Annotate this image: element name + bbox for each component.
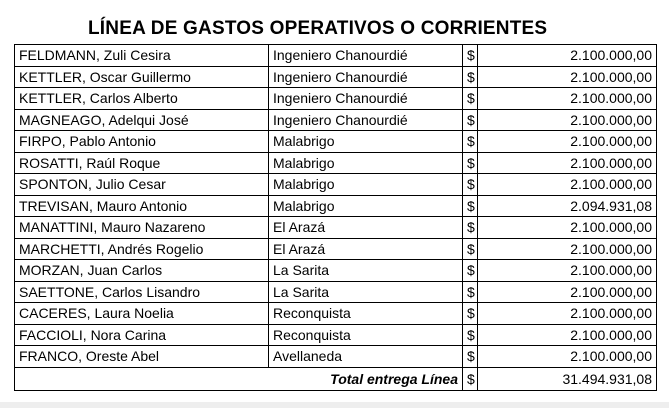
location-cell: Malabrigo: [269, 174, 463, 196]
amount-cell: 2.094.931,08: [478, 195, 657, 217]
currency-cell: $: [463, 324, 478, 346]
name-cell: MANATTINI, Mauro Nazareno: [15, 217, 269, 239]
amount-cell: 2.100.000,00: [478, 131, 657, 153]
amount-cell: 2.100.000,00: [478, 88, 657, 110]
name-cell: CACERES, Laura Noelia: [15, 303, 269, 325]
currency-cell: $: [463, 109, 478, 131]
amount-cell: 2.100.000,00: [478, 66, 657, 88]
name-cell: MAGNEAGO, Adelqui José: [15, 109, 269, 131]
table-row: [15, 260, 657, 282]
table-row: [15, 109, 657, 131]
location-cell: Ingeniero Chanourdié: [269, 88, 463, 110]
name-cell: SPONTON, Julio Cesar: [15, 174, 269, 196]
name-cell: MORZAN, Juan Carlos: [15, 260, 269, 282]
name-cell: TREVISAN, Mauro Antonio: [15, 195, 269, 217]
location-cell: Reconquista: [269, 303, 463, 325]
table-row: [15, 346, 657, 368]
table-row: [15, 66, 657, 88]
spreadsheet-sheet: [14, 14, 653, 391]
currency-cell: $: [463, 88, 478, 110]
location-cell: Ingeniero Chanourdié: [269, 66, 463, 88]
location-cell: El Arazá: [269, 217, 463, 239]
name-cell: FIRPO, Pablo Antonio: [15, 131, 269, 153]
table-row: [15, 324, 657, 346]
location-cell: Ingeniero Chanourdié: [269, 109, 463, 131]
expense-table: [14, 44, 657, 391]
currency-cell: $: [463, 217, 478, 239]
sheet-title: LÍNEA DE GASTOS OPERATIVOS O CORRIENTES: [88, 18, 548, 39]
table-row: [15, 45, 657, 67]
amount-cell: 2.100.000,00: [478, 109, 657, 131]
amount-cell: 2.100.000,00: [478, 152, 657, 174]
name-cell: KETTLER, Carlos Alberto: [15, 88, 269, 110]
amount-cell: 2.100.000,00: [478, 217, 657, 239]
amount-cell: 2.100.000,00: [478, 260, 657, 282]
currency-cell: $: [463, 260, 478, 282]
currency-cell: $: [463, 152, 478, 174]
location-cell: Malabrigo: [269, 152, 463, 174]
table-row: [15, 88, 657, 110]
currency-cell: $: [463, 238, 478, 260]
currency-cell: $: [463, 303, 478, 325]
name-cell: FACCIOLI, Nora Carina: [15, 324, 269, 346]
amount-cell: 2.100.000,00: [478, 303, 657, 325]
table-row: [15, 238, 657, 260]
name-cell: ROSATTI, Raúl Roque: [15, 152, 269, 174]
table-row: [15, 131, 657, 153]
currency-cell: $: [463, 66, 478, 88]
currency-cell: $: [463, 131, 478, 153]
currency-cell: $: [463, 174, 478, 196]
amount-cell: 2.100.000,00: [478, 346, 657, 368]
table-row: [15, 217, 657, 239]
page-bottom-band: [0, 402, 669, 408]
location-cell: Avellaneda: [269, 346, 463, 368]
amount-cell: 2.100.000,00: [478, 238, 657, 260]
location-cell: La Sarita: [269, 260, 463, 282]
currency-cell: $: [463, 45, 478, 67]
total-label: Total entrega Línea: [15, 367, 463, 390]
name-cell: KETTLER, Oscar Guillermo: [15, 66, 269, 88]
table-row: [15, 303, 657, 325]
name-cell: SAETTONE, Carlos Lisandro: [15, 281, 269, 303]
table-row: [15, 152, 657, 174]
total-amount: 31.494.931,08: [478, 367, 657, 390]
currency-cell: $: [463, 195, 478, 217]
name-cell: FELDMANN, Zuli Cesira: [15, 45, 269, 67]
location-cell: Reconquista: [269, 324, 463, 346]
expense-table-body: [15, 45, 657, 368]
location-cell: Malabrigo: [269, 195, 463, 217]
total-currency: $: [463, 367, 478, 390]
location-cell: La Sarita: [269, 281, 463, 303]
total-row: [15, 367, 657, 390]
amount-cell: 2.100.000,00: [478, 45, 657, 67]
table-row: [15, 281, 657, 303]
currency-cell: $: [463, 346, 478, 368]
location-cell: El Arazá: [269, 238, 463, 260]
amount-cell: 2.100.000,00: [478, 174, 657, 196]
table-row: [15, 174, 657, 196]
name-cell: MARCHETTI, Andrés Rogelio: [15, 238, 269, 260]
amount-cell: 2.100.000,00: [478, 324, 657, 346]
table-row: [15, 195, 657, 217]
name-cell: FRANCO, Oreste Abel: [15, 346, 269, 368]
location-cell: Ingeniero Chanourdié: [269, 45, 463, 67]
amount-cell: 2.100.000,00: [478, 281, 657, 303]
currency-cell: $: [463, 281, 478, 303]
location-cell: Malabrigo: [269, 131, 463, 153]
